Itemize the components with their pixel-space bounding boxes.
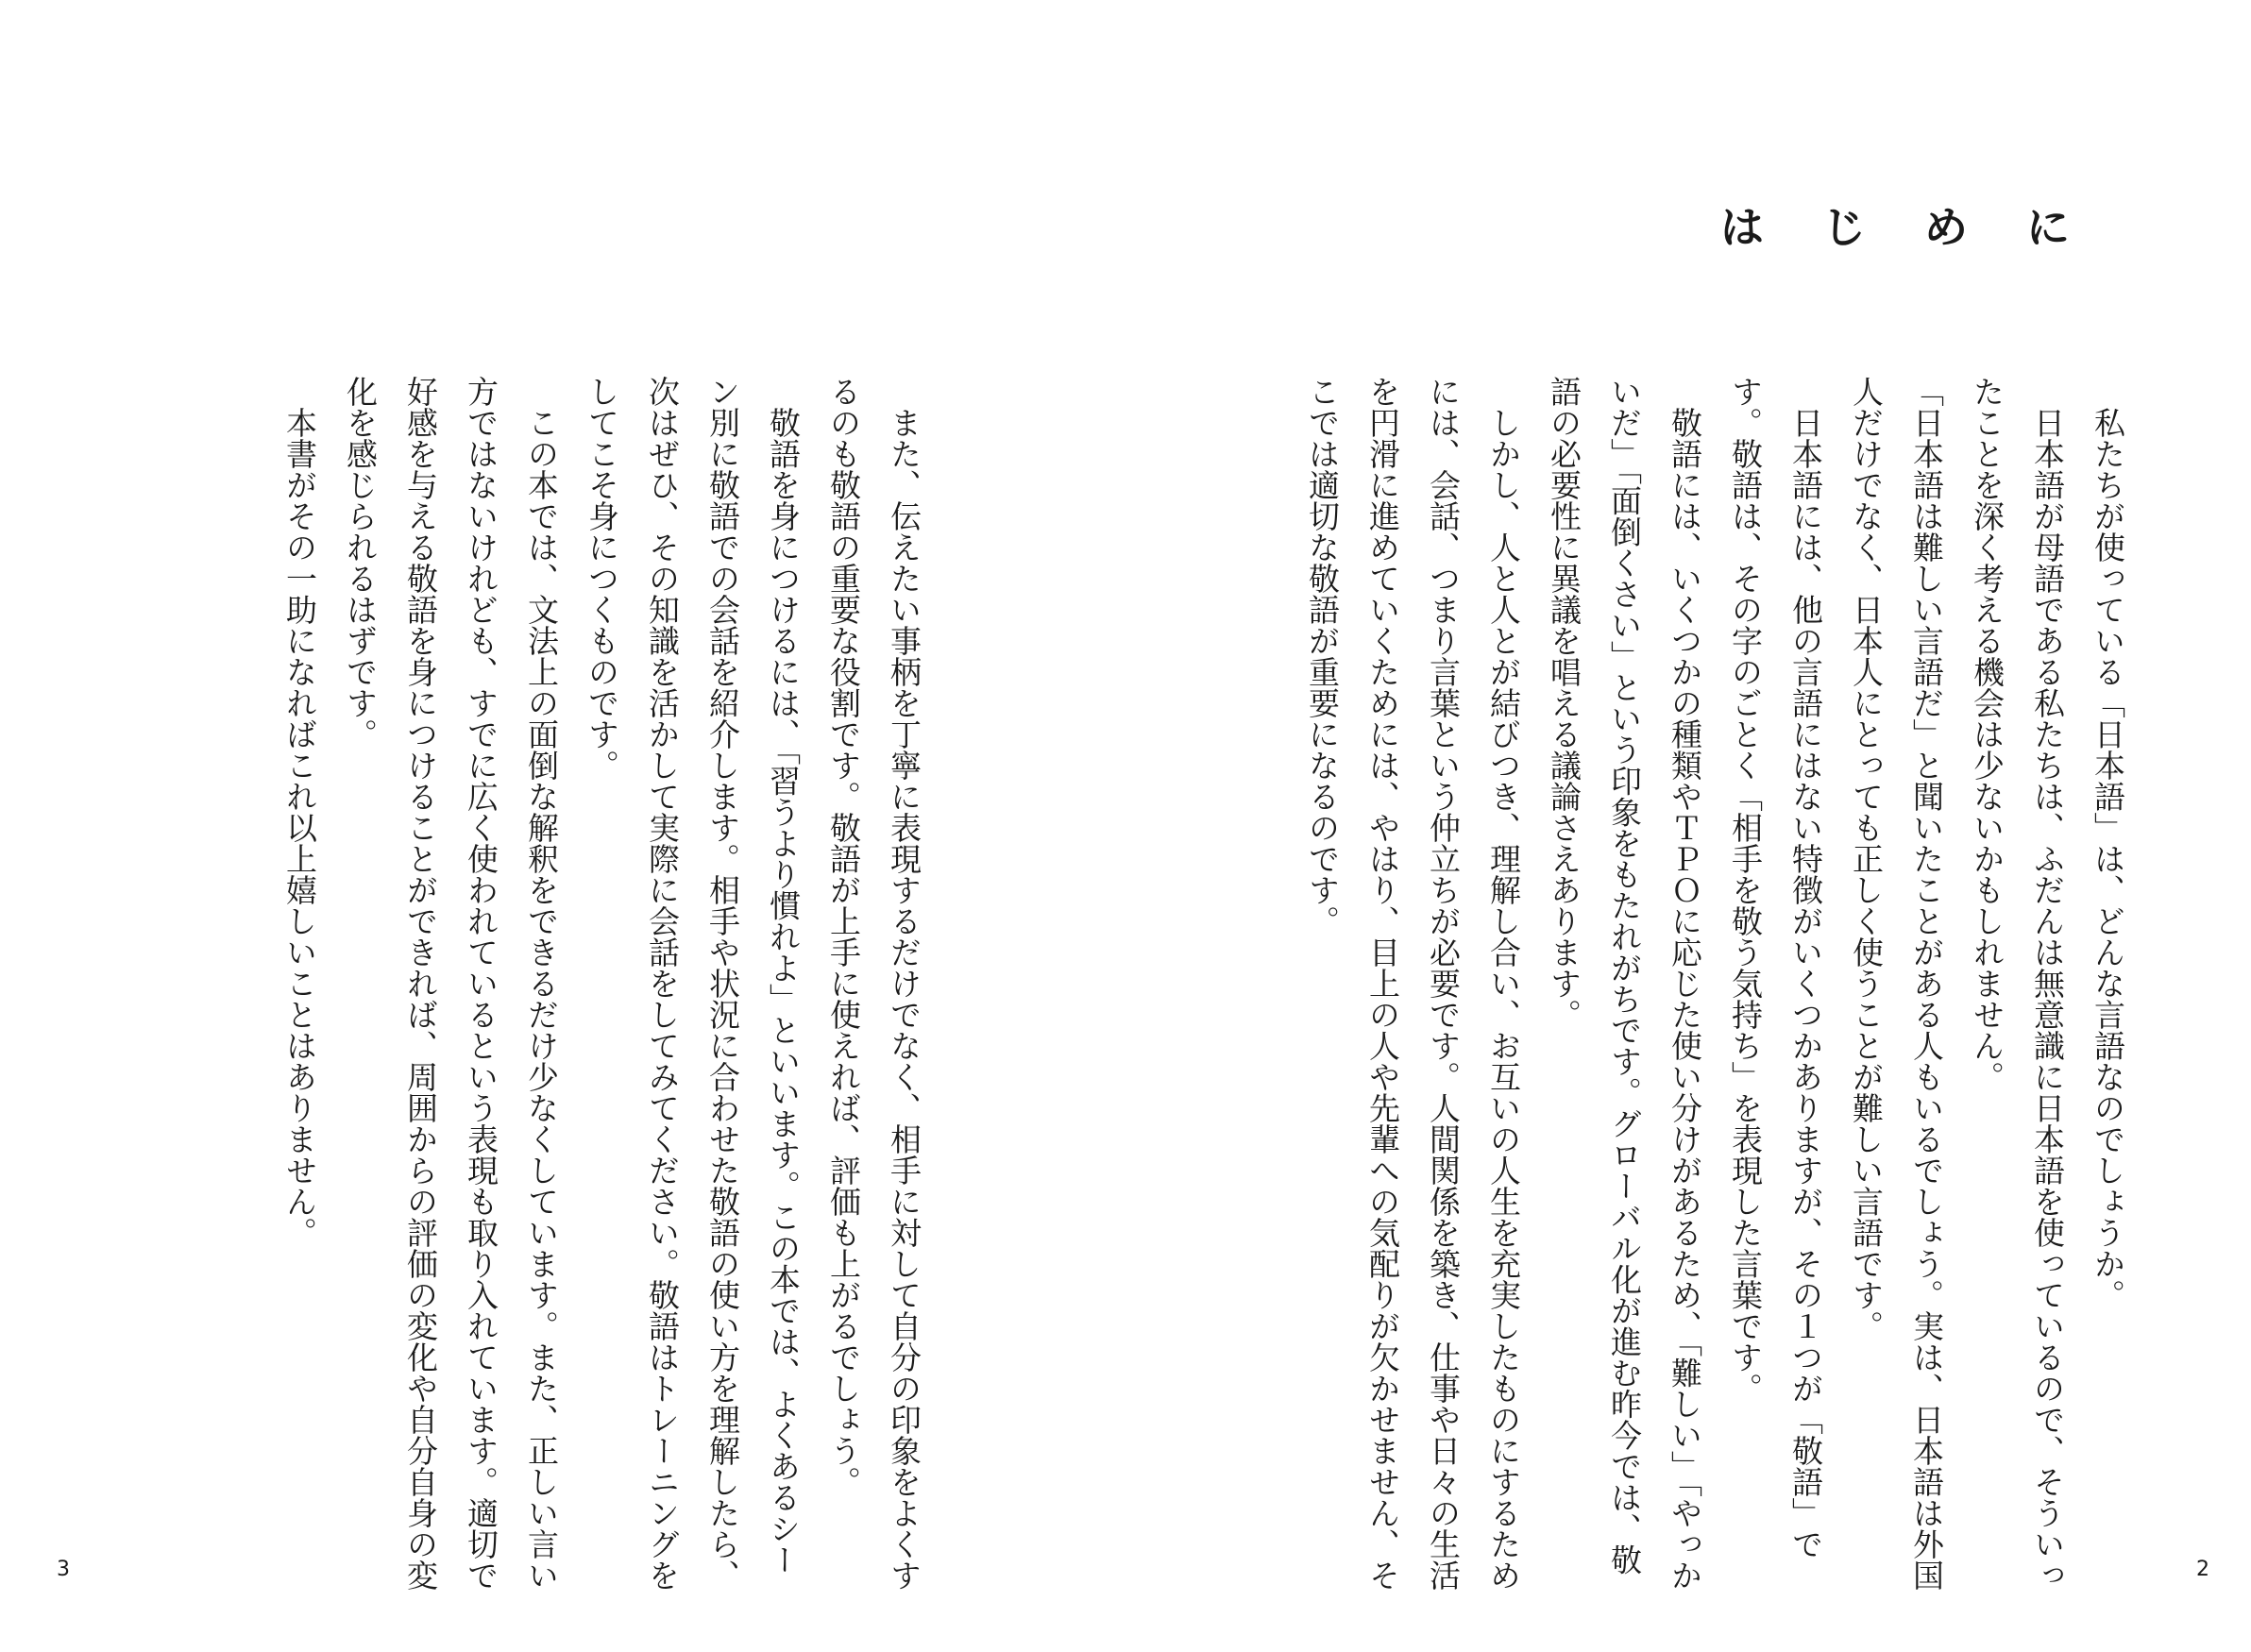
- right-page-body: [1292, 376, 2138, 1593]
- page-number-right: 2: [2196, 1558, 2209, 1581]
- chapter-title: はじめに: [1720, 202, 2128, 253]
- paragraph: 敬語を身につけるには、「習うより慣れよ」といいます。この本では、よくあるシーン別に敬語での会話を紹介します。相手や状況に合わせた敬語の使い方を理解したら、次はぜひ、その知識を活かして実際に会話をしてみてください。敬語はトレーニングをしてこそ身につくものです。: [584, 376, 802, 1591]
- paragraph: 「日本語は難しい言語だ」と聞いたことがある人もいるでしょう。実は、日本語は外国人だけでなく、日本人にとっても正しく使うことが難しい言語です。: [1848, 376, 1945, 1591]
- paragraph: 日本語には、他の言語にはない特徴がいくつかありますが、その１つが「敬語」です。敬語は、その字のごとく「相手を敬う気持ち」を表現した言葉です。: [1727, 376, 1824, 1559]
- paragraph: この本では、文法上の面倒な解釈をできるだけ少なくしています。また、正しい言い方ではないけれども、すでに広く使われているという表現も取り入れています。適切で好感を与える敬語を身につけることができれば、周囲からの評価の変化や自分自身の変化を感じられるはずです。: [342, 376, 560, 1591]
- paragraph: 私たちが使っている「日本語」は、どんな言語なのでしょうか。: [2090, 407, 2126, 1310]
- paragraph: 本書がその一助になればこれ以上嬉しいことはありません。: [281, 407, 318, 1248]
- page-number-left: 3: [57, 1558, 70, 1581]
- paragraph: しかし、人と人とが結びつき、理解し合い、お互いの人生を充実したものにするためには、会話、つまり言葉という仲立ちが必要です。人間関係を築き、仕事や日々の生活を円滑に進めていくためには、やはり、目上の人や先輩への気配りが欠かせません、そこでは適切な敬語が重要になるのです。: [1304, 376, 1522, 1591]
- paragraph: 日本語が母語である私たちは、ふだんは無意識に日本語を使っているので、そういったことを深く考える機会は少ないかもしれません。: [1969, 376, 2066, 1591]
- paragraph: また、伝えたい事柄を丁寧に表現するだけでなく、相手に対して自分の印象をよくするのも敬語の重要な役割です。敬語が上手に使えれば、評価も上がるでしょう。: [825, 376, 922, 1591]
- paragraph: 敬語には、いくつかの種類やＴＰＯに応じた使い分けがあるため、「難しい」「やっかいだ」「面倒くさい」という印象をもたれがちです。グローバル化が進む昨今では、敬語の必要性に異議を唱える議論さえあります。: [1546, 376, 1703, 1591]
- left-page-body: [269, 376, 934, 1593]
